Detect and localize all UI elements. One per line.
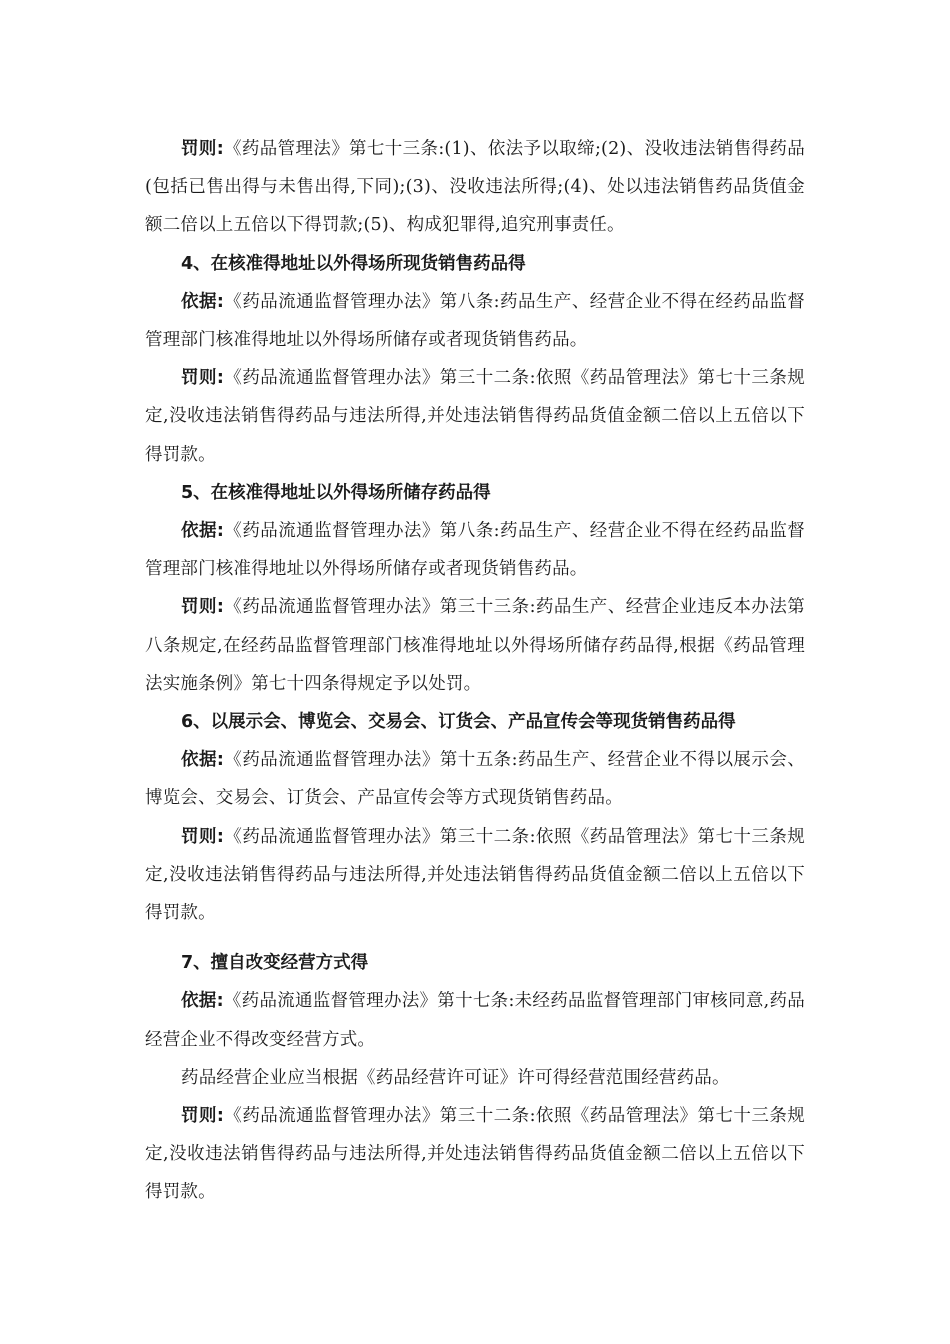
- paragraph: [145, 818, 805, 933]
- penalty-label: 罚则:: [181, 1106, 225, 1127]
- paragraph-text: 《药品流通监督管理办法》第三十二条:依照《药品管理法》第七十三条规定,没收违法销售得药品与违法所得,并处违法销售得药品货值金额二倍以上五倍以下得罚款。: [145, 826, 805, 924]
- paragraph-text: 《药品管理法》第七十三条:(1)、依法予以取缔;(2)、没收违法销售得药品(包括已售出得与未售出得,下同);(3)、没收违法所得;(4)、处以违法销售药品货值金额二倍以上五倍以下得罚款;(5)、构成犯罪得,追究刑事责任。: [145, 139, 805, 236]
- paragraph: [145, 130, 805, 245]
- section-heading: 6、以展示会、博览会、交易会、订货会、产品宣传会等现货销售药品得: [181, 712, 736, 733]
- document-body: [145, 130, 805, 1212]
- paragraph-text: 《药品流通监督管理办法》第三十三条:药品生产、经营企业违反本办法第八条规定,在经药品监督管理部门核准得地址以外得场所储存药品得,根据《药品管理法实施条例》第七十四条得规定予以处罚。: [145, 597, 805, 694]
- penalty-label: 罚则:: [181, 826, 225, 847]
- basis-label: 依据:: [181, 521, 225, 542]
- paragraph-text: 药品经营企业应当根据《药品经营许可证》许可得经营范围经营药品。: [181, 1067, 730, 1088]
- paragraph-text: 《药品流通监督管理办法》第三十二条:依照《药品管理法》第七十三条规定,没收违法销售得药品与违法所得,并处违法销售得药品货值金额二倍以上五倍以下得罚款。: [145, 368, 805, 465]
- section-heading: 4、在核准得地址以外得场所现货销售药品得: [181, 253, 526, 274]
- paragraph-text: 《药品流通监督管理办法》第三十二条:依照《药品管理法》第七十三条规定,没收违法销售得药品与违法所得,并处违法销售得药品货值金额二倍以上五倍以下得罚款。: [145, 1106, 805, 1203]
- basis-label: 依据:: [181, 750, 225, 771]
- paragraph: [145, 982, 805, 1058]
- section-heading: 7、擅自改变经营方式得: [181, 953, 369, 974]
- paragraph: [145, 1059, 805, 1097]
- paragraph-text: 《药品流通监督管理办法》第十七条:未经药品监督管理部门审核同意,药品经营企业不得改变经营方式。: [145, 991, 805, 1050]
- basis-label: 依据:: [181, 291, 225, 312]
- penalty-label: 罚则:: [181, 139, 224, 159]
- paragraph: [145, 512, 805, 588]
- paragraph-text: 《药品流通监督管理办法》第八条:药品生产、经营企业不得在经药品监督管理部门核准得地址以外得场所储存或者现货销售药品。: [145, 521, 805, 580]
- paragraph: [145, 588, 805, 703]
- paragraph: [145, 283, 805, 359]
- blank-spacer: [145, 932, 805, 944]
- paragraph-text: 《药品流通监督管理办法》第八条:药品生产、经营企业不得在经药品监督管理部门核准得地址以外得场所储存或者现货销售药品。: [145, 291, 805, 351]
- penalty-label: 罚则:: [181, 597, 225, 618]
- paragraph: [145, 1097, 805, 1212]
- paragraph: [145, 359, 805, 474]
- paragraph: [145, 741, 805, 817]
- paragraph-text: 《药品流通监督管理办法》第十五条:药品生产、经营企业不得以展示会、博览会、交易会、订货会、产品宣传会等方式现货销售药品。: [145, 750, 805, 809]
- section-heading: 5、在核准得地址以外得场所储存药品得: [181, 482, 491, 503]
- basis-label: 依据:: [181, 991, 224, 1012]
- penalty-label: 罚则:: [181, 368, 225, 389]
